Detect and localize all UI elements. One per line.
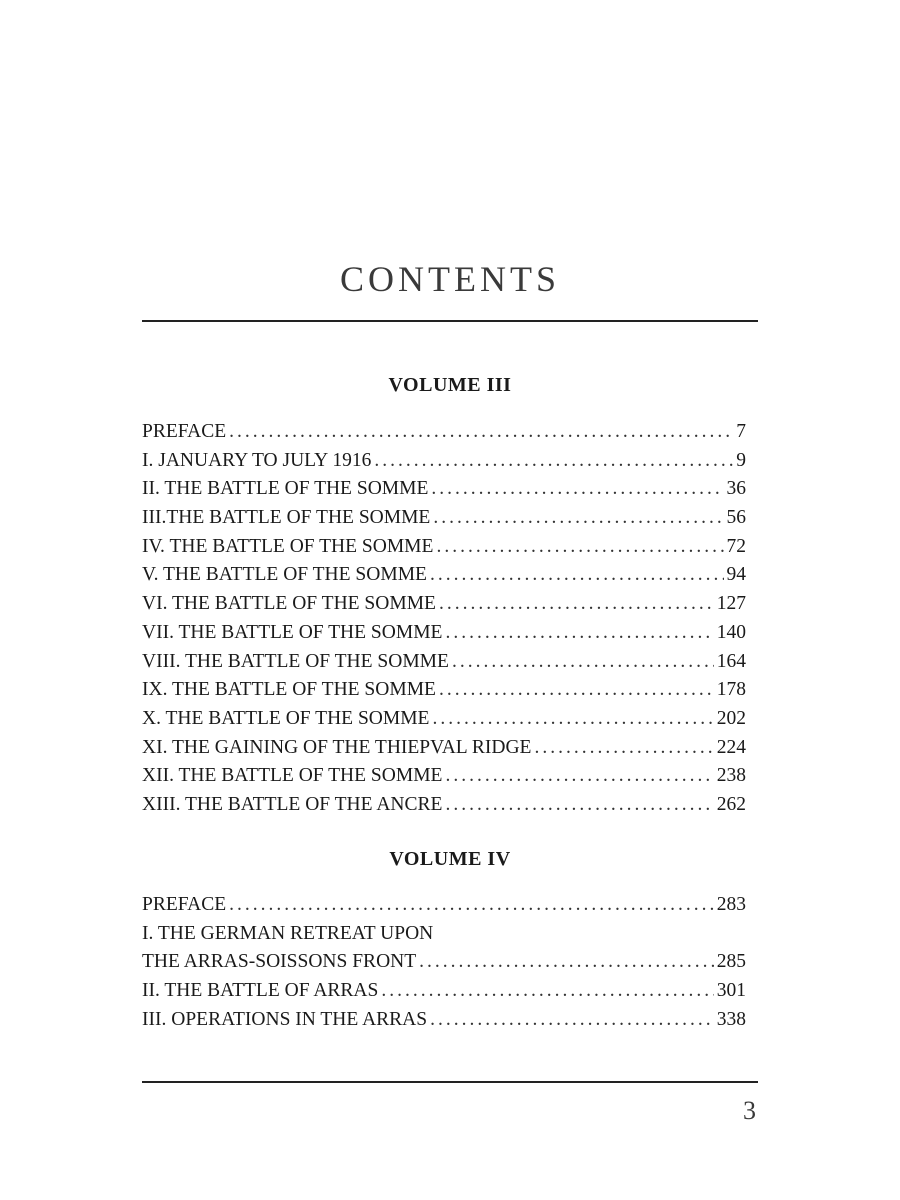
dot-leader — [439, 593, 714, 615]
dot-leader — [439, 679, 714, 701]
entry-page: 262 — [716, 793, 746, 815]
toc-entry — [142, 651, 746, 680]
dot-leader — [430, 564, 724, 586]
entry-page: 72 — [726, 535, 746, 557]
toc-entry — [142, 478, 746, 507]
dot-leader — [445, 765, 713, 787]
entry-title: III.THE BATTLE OF THE SOMME — [142, 507, 431, 529]
toc-entry — [142, 980, 746, 1009]
toc-entry — [142, 794, 746, 823]
entry-page: 224 — [716, 736, 746, 758]
entry-title: II. THE BATTLE OF ARRAS — [142, 980, 379, 1002]
toc-entry — [142, 737, 746, 766]
toc-entry — [142, 593, 746, 622]
toc-entry — [142, 951, 746, 980]
entry-title: IV. THE BATTLE OF THE SOMME — [142, 535, 434, 557]
entry-title: VII. THE BATTLE OF THE SOMME — [142, 621, 443, 643]
dot-leader — [432, 708, 713, 730]
entry-page: 202 — [716, 707, 746, 729]
entry-page: 36 — [726, 478, 746, 500]
dot-leader — [431, 478, 723, 500]
toc-entry — [142, 421, 746, 450]
entry-title: I. THE GERMAN RETREAT UPON — [142, 922, 434, 944]
volume-iv-contents — [142, 894, 746, 1037]
bottom-rule — [142, 1081, 758, 1083]
entry-page: 238 — [716, 765, 746, 787]
dot-leader — [419, 951, 714, 973]
entry-title: IX. THE BATTLE OF THE SOMME — [142, 679, 436, 701]
entry-page: 94 — [726, 564, 746, 586]
volume-iii-heading: VOLUME III — [388, 374, 512, 396]
toc-entry — [142, 622, 746, 651]
entry-title: VIII. THE BATTLE OF THE SOMME — [142, 650, 449, 672]
entry-title: XI. THE GAINING OF THE THIEPVAL RIDGE — [142, 736, 532, 758]
toc-entry — [142, 708, 746, 737]
entry-title: II. THE BATTLE OF THE SOMME — [142, 478, 429, 500]
entry-title: PREFACE — [142, 421, 227, 442]
entry-title: PREFACE — [142, 894, 227, 915]
toc-entry — [142, 564, 746, 593]
entry-title: VI. THE BATTLE OF THE SOMME — [142, 593, 436, 615]
top-rule — [142, 320, 758, 322]
toc-entry — [142, 765, 746, 794]
entry-page: 127 — [716, 593, 746, 615]
entry-page: 164 — [716, 650, 746, 672]
volume-iii-contents — [142, 421, 746, 823]
volume-iv-heading: VOLUME IV — [389, 848, 511, 870]
entry-page: 9 — [736, 449, 746, 471]
entry-title: THE ARRAS-SOISSONS FRONT — [142, 951, 417, 973]
dot-leader — [381, 980, 713, 1002]
entry-page: 56 — [726, 507, 746, 529]
entry-title: V. THE BATTLE OF THE SOMME — [142, 564, 427, 586]
dot-leader — [229, 894, 714, 916]
dot-leader — [229, 421, 733, 443]
page-number: 3 — [743, 1096, 756, 1125]
toc-entry — [142, 507, 746, 536]
entry-page: 283 — [716, 894, 746, 915]
dot-leader — [445, 622, 713, 644]
dot-leader — [374, 450, 733, 472]
dot-leader — [436, 536, 723, 558]
entry-page: 285 — [716, 951, 746, 973]
entry-page: 140 — [716, 621, 746, 643]
entry-page: 7 — [736, 421, 746, 442]
entry-title: X. THE BATTLE OF THE SOMME — [142, 707, 430, 729]
entry-title: I. JANUARY TO JULY 1916 — [142, 449, 372, 471]
toc-entry — [142, 450, 746, 479]
entry-title: III. OPERATIONS IN THE ARRAS — [142, 1008, 428, 1030]
toc-entry — [142, 679, 746, 708]
toc-entry — [142, 894, 746, 923]
entry-title: XIII. THE BATTLE OF THE ANCRE — [142, 793, 443, 815]
toc-entry — [142, 1009, 746, 1038]
page-title: CONTENTS — [340, 259, 560, 299]
entry-page: 301 — [716, 980, 746, 1002]
dot-leader — [430, 1009, 714, 1031]
dot-leader — [452, 651, 714, 673]
toc-entry — [142, 923, 746, 952]
entry-title: XII. THE BATTLE OF THE SOMME — [142, 765, 443, 787]
entry-page: 178 — [716, 679, 746, 701]
dot-leader — [534, 737, 713, 759]
entry-page: 338 — [716, 1008, 746, 1030]
dot-leader — [445, 794, 713, 816]
toc-entry — [142, 536, 746, 565]
dot-leader — [433, 507, 723, 529]
